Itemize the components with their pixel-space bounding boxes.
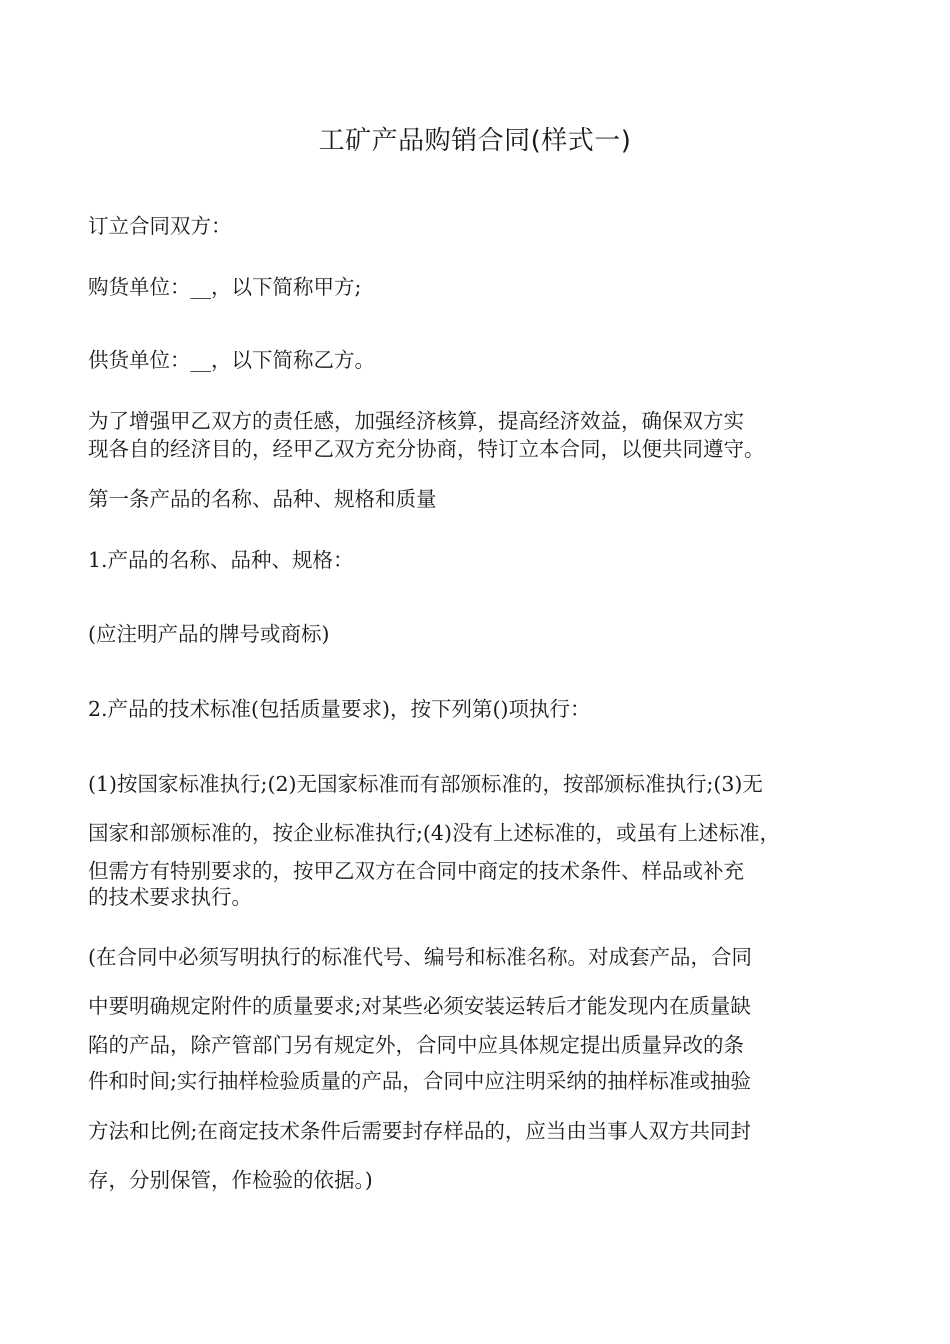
purpose-paragraph bbox=[88, 407, 868, 463]
note-line: 陷的产品，除产管部门另有规定外，合同中应具体规定提出质量异改的条 bbox=[88, 1033, 744, 1057]
document-title: 工矿产品购销合同(样式一) bbox=[318, 126, 632, 156]
note-line: 中要明确规定附件的质量要求;对某些必须安装运转后才能发现内在质量缺 bbox=[88, 994, 751, 1018]
standards-line: 的技术要求执行。 bbox=[88, 885, 252, 909]
seller-line: 供货单位：__，以下简称乙方。 bbox=[88, 348, 375, 372]
note-line: 件和时间;实行抽样检验质量的产品，合同中应注明采纳的抽样标准或抽验 bbox=[88, 1069, 751, 1093]
standards-line: 但需方有特别要求的，按甲乙双方在合同中商定的技术条件、样品或补充 bbox=[88, 859, 744, 883]
buyer-line: 购货单位：__，以下简称甲方; bbox=[88, 275, 362, 299]
article1-heading: 第一条产品的名称、品种、规格和质量 bbox=[88, 487, 437, 511]
note-line: (在合同中必须写明执行的标准代号、编号和标准名称。对成套产品，合同 bbox=[88, 945, 752, 969]
parties-heading: 订立合同双方： bbox=[88, 214, 232, 238]
purpose-line: 现各自的经济目的，经甲乙双方充分协商，特订立本合同，以便共同遵守。 bbox=[88, 437, 765, 461]
standards-line: (1)按国家标准执行;(2)无国家标准而有部颁标准的，按部颁标准执行;(3)无 bbox=[88, 772, 763, 796]
purpose-line: 为了增强甲乙双方的责任感，加强经济核算，提高经济效益，确保双方实 bbox=[88, 409, 744, 433]
item2-line: 2.产品的技术标准(包括质量要求)，按下列第()项执行： bbox=[88, 697, 591, 721]
item1-note: (应注明产品的牌号或商标) bbox=[88, 622, 330, 646]
note-line: 方法和比例;在商定技术条件后需要封存样品的，应当由当事人双方共同封 bbox=[88, 1119, 751, 1143]
item1-line: 1.产品的名称、品种、规格： bbox=[88, 548, 354, 572]
standards-line: 国家和部颁标准的，按企业标准执行;(4)没有上述标准的，或虽有上述标准， bbox=[88, 821, 780, 845]
note-line: 存，分别保管，作检验的依据。) bbox=[88, 1168, 373, 1192]
